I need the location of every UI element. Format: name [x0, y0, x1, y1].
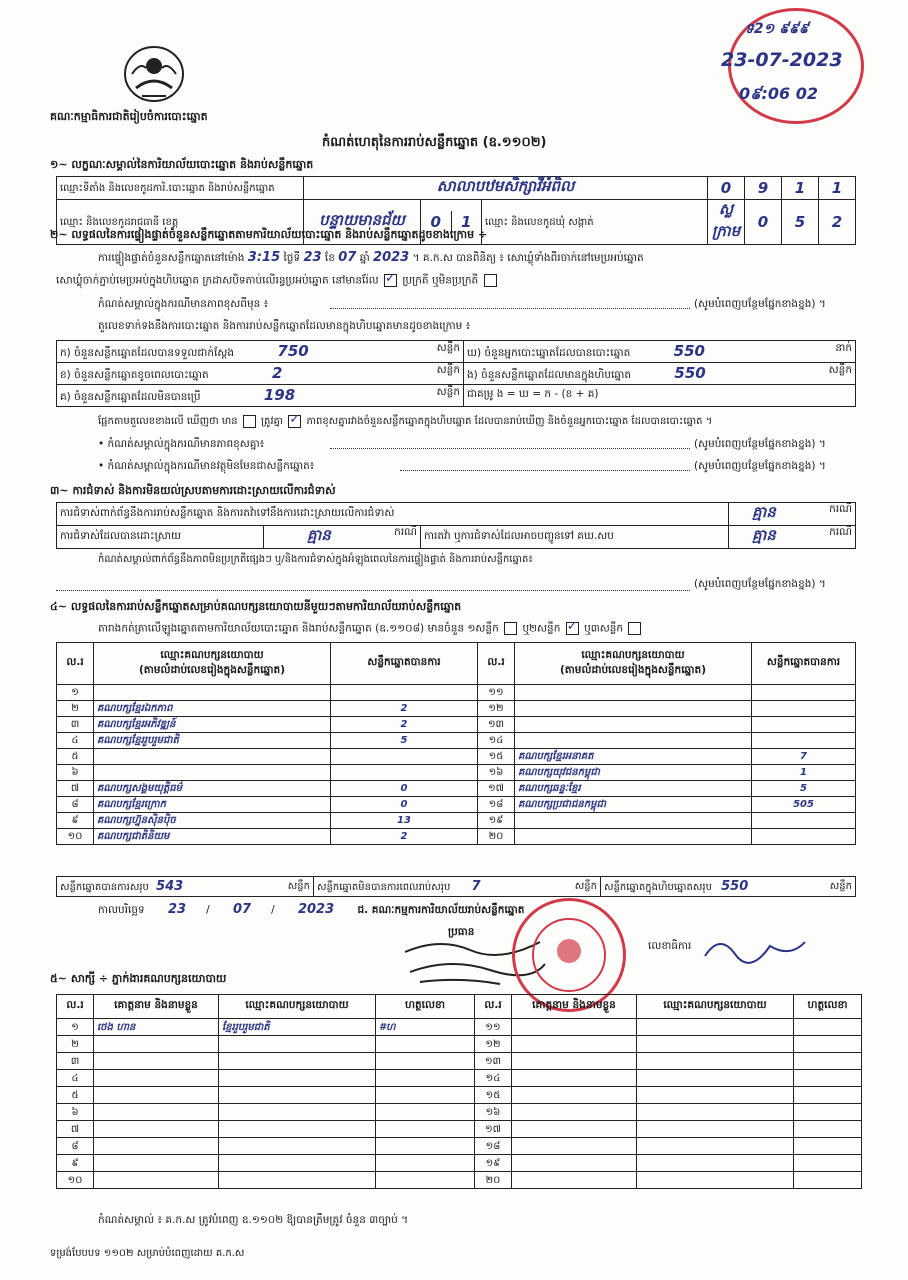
- date-year: 2023: [297, 902, 335, 917]
- bullet1: • កំណត់សម្គាល់ក្នុងករណីមានភាពខុសគ្នា៖: [98, 438, 265, 450]
- location-code-3: 1: [782, 177, 819, 200]
- result-party: [515, 733, 752, 749]
- witness-sign: [376, 1070, 475, 1087]
- bullet2: • កំណត់សម្គាល់ក្នុងករណីមានវត្ថុមិនមែនជាសន្លឹកឆ្នោត៖: [98, 460, 315, 472]
- col-no-right: ល.រ: [478, 643, 515, 685]
- result-no: ១៣: [478, 717, 515, 733]
- witness-sign: [376, 1155, 475, 1172]
- location-label: ឈ្មោះទីតាំង និងលេខកូដការិ.បោះឆ្នោត និងរាប់សន្លឹកឆ្នោត: [57, 177, 304, 200]
- result-votes: [331, 749, 478, 765]
- col-party-left-title: ឈ្មោះគណបក្សនយោបាយ: [160, 648, 264, 661]
- complaints-value: គ្មាន: [752, 503, 776, 521]
- total-box-value: 550: [721, 878, 749, 894]
- witness-party: [219, 1155, 376, 1172]
- witness-no: ១៨: [475, 1138, 512, 1155]
- result-no: ១: [57, 685, 94, 701]
- witness-party: [637, 1019, 794, 1036]
- day-label: ថ្ងៃទី: [283, 252, 301, 264]
- unused-value: 198: [263, 385, 296, 404]
- section1-heading: ១~ លក្ខណៈសម្គាល់នៃការិយាល័យបោះឆ្នោត និងរាប់សន្លឹកឆ្នោត: [50, 158, 314, 171]
- w-col-sign-right: ហត្ថលេខា: [794, 995, 862, 1019]
- inbox-label: ង) ចំនួនសន្លឹកឆ្នោតដែលមានក្នុងហិបឆ្នោត: [467, 368, 632, 381]
- spoiled-unit: សន្លឹក: [436, 363, 460, 376]
- section3-hint: (សូមបំពេញបន្ថែមផ្នែកខាងខ្នង) ។: [694, 578, 826, 590]
- col-votes-left: សន្លឹកឆ្នោតបានការ: [331, 643, 478, 685]
- result-votes: 5: [331, 733, 478, 749]
- location-code-2: 9: [745, 177, 782, 200]
- witness-no: ១៤: [475, 1070, 512, 1087]
- table-row: [57, 717, 856, 733]
- table-row: [57, 1121, 862, 1138]
- result-party: [515, 717, 752, 733]
- witness-name: [94, 1172, 219, 1189]
- check-line-text: ផ្អែកតាមតួលេខខាងលើ ឃើញថា មាន: [98, 416, 238, 427]
- result-party: គណបក្សសង្គមយុត្តិធម៌: [94, 781, 331, 797]
- witness-sign: #ហ: [376, 1019, 475, 1036]
- result-no: ៩: [57, 813, 94, 829]
- bullet1-hint: (សូមបំពេញបន្ថែមផ្នែកខាងខ្នង) ។: [694, 438, 826, 450]
- result-no: ៧: [57, 781, 94, 797]
- result-votes: 2: [331, 829, 478, 845]
- result-no: ១៧: [478, 781, 515, 797]
- result-no: ១៦: [478, 765, 515, 781]
- section2-para2: [56, 274, 499, 290]
- figures-intro: តួលេខទាក់ទងនឹងការបោះឆ្នោត និងការរាប់សន្លឹកឆ្នោតដែលមានក្នុងហិបឆ្នោតមានដូចខាងក្រោម ៖: [98, 320, 471, 332]
- result-no: ៥: [57, 749, 94, 765]
- result-party: គណបក្សខ្មែររួបរួមជាតិ: [94, 733, 331, 749]
- witness-name: [512, 1087, 637, 1104]
- witness-name: [94, 1155, 219, 1172]
- witness-sign: [794, 1070, 862, 1087]
- match-checkbox[interactable]: [243, 415, 256, 428]
- witness-party: [637, 1172, 794, 1189]
- witness-party: [219, 1036, 376, 1053]
- witness-sign: [794, 1053, 862, 1070]
- result-no: ១៤: [478, 733, 515, 749]
- resolved-label: ការជំទាស់ដែលបានដោះស្រាយ: [57, 526, 264, 549]
- result-no: ១៥: [478, 749, 515, 765]
- location-value: សាលាបឋមសិក្សាវីអំពិល: [304, 177, 708, 200]
- witness-party: [219, 1172, 376, 1189]
- section2-para: [98, 250, 858, 267]
- result-votes: [752, 829, 856, 845]
- result-party: គណបក្សឆន្ទៈខ្មែរ: [515, 781, 752, 797]
- w-col-no-right: ល.រ: [475, 995, 512, 1019]
- results-table: [56, 642, 856, 845]
- result-no: ១១: [478, 685, 515, 701]
- mismatch-label: ភាពខុសគ្នារវាងចំនួនសន្លឹកឆ្នោតក្នុងហិបឆ្នោត ដែលបានរាប់ឃើញ និងចំនួនអ្នកបោះឆ្នោត ដែលបានបោះឆ្នោត ។: [306, 416, 713, 427]
- result-votes: 13: [331, 813, 478, 829]
- total-valid-label: សន្លឹកឆ្នោតបានការសរុប: [60, 881, 149, 893]
- sheet2-label: ឬ២សន្លឹក: [522, 622, 561, 635]
- mismatch-checkbox[interactable]: [288, 415, 301, 428]
- w-col-party-left: ឈ្មោះគណបក្សនយោបាយ: [219, 995, 376, 1019]
- witness-party: [637, 1104, 794, 1121]
- table-row: [57, 1138, 862, 1155]
- witness-sign: [376, 1087, 475, 1104]
- unused-label: គ) ចំនួនសន្លឹកឆ្នោតដែលមិនបានប្រើ: [60, 390, 201, 403]
- table-row: [57, 829, 856, 845]
- date-line: កាលបរិច្ឆេទ 23 / 07 / 2023 ជ. គណៈកម្មការការិយាល័យរាប់សន្លឹកឆ្នោត: [98, 902, 525, 917]
- result-party: គណបក្សខ្មែរឯកភាព: [94, 701, 331, 717]
- result-votes: 7: [752, 749, 856, 765]
- received-stamp: [721, 8, 864, 124]
- table-row: [57, 781, 856, 797]
- para2-text: សោឃ្លុំចាក់ភ្ជាប់មេប្រអប់ក្នុងហិបឆ្នោត ក្រដាសបិទភាប់លើរន្ធប្រអប់ឆ្នោត នៅមានរ៉ែល: [56, 274, 379, 287]
- commune-code-1: 0: [745, 200, 782, 245]
- w-col-name-left: គោត្តនាម និងនាមខ្លួន: [94, 995, 219, 1019]
- col-party-right-title: ឈ្មោះគណបក្សនយោបាយ: [581, 648, 685, 661]
- witness-sign: [794, 1019, 862, 1036]
- location-code-1: 0: [708, 177, 745, 200]
- witness-name: [512, 1121, 637, 1138]
- result-no: ២០: [478, 829, 515, 845]
- col-party-left: [94, 643, 331, 685]
- table-row: [57, 733, 856, 749]
- witness-no: ១៦: [475, 1104, 512, 1121]
- result-party: គណបក្សប្រជាជនកម្ពុជា: [515, 797, 752, 813]
- received-value: 750: [277, 341, 309, 360]
- witness-name: [94, 1036, 219, 1053]
- year-label: ឆ្នាំ: [359, 252, 370, 264]
- result-votes: 0: [331, 781, 478, 797]
- count-month: 07: [338, 250, 357, 265]
- table-row: [57, 1070, 862, 1087]
- witness-table: [56, 994, 862, 1189]
- forwarded-value: គ្មាន: [752, 526, 776, 544]
- para-prefix: ការផ្ទៀងផ្ទាត់ចំនួនសន្លឹកឆ្នោតនៅម៉ោង: [98, 252, 245, 264]
- result-votes: 5: [752, 781, 856, 797]
- diff-note-hint: (សូមបំពេញបន្ថែមផ្នែកខាងខ្នង) ។: [694, 298, 826, 310]
- w-col-no-left: ល.រ: [57, 995, 94, 1019]
- result-votes: [752, 717, 856, 733]
- sheet3-label: ឬ៣សន្លឹក: [584, 622, 624, 635]
- witness-no: ២០: [475, 1172, 512, 1189]
- witness-no: ១២: [475, 1036, 512, 1053]
- section3-table: [56, 502, 856, 549]
- witness-party: [219, 1121, 376, 1138]
- total-valid-unit: សន្លឹក: [287, 880, 310, 892]
- resolved-value: គ្មាន: [307, 526, 331, 544]
- witness-no: ១០: [57, 1172, 94, 1189]
- witness-sign: [794, 1087, 862, 1104]
- voters-label: ឃ) ចំនួនអ្នកបោះឆ្នោតដែលបានបោះឆ្នោត: [467, 346, 631, 359]
- witness-no: ១៣: [475, 1053, 512, 1070]
- witness-party: [637, 1138, 794, 1155]
- month-label: ខែ: [324, 252, 335, 264]
- witness-sign: [376, 1104, 475, 1121]
- table-row: [57, 1053, 862, 1070]
- form-title: កំណត់ហេតុនៃការរាប់សន្លឹកឆ្នោត (ឧ.១១០២): [322, 135, 547, 150]
- result-votes: [752, 733, 856, 749]
- bullet2-hint: (សូមបំពេញបន្ថែមផ្នែកខាងខ្នង) ។: [694, 460, 826, 472]
- result-party: គណបក្សយុវជនកម្ពុជា: [515, 765, 752, 781]
- result-votes: [752, 701, 856, 717]
- result-votes: 0: [331, 797, 478, 813]
- witness-sign: [794, 1172, 862, 1189]
- province-code-2: 1: [461, 213, 472, 231]
- witness-no: ៧: [57, 1121, 94, 1138]
- forwarded-label: ការតវ៉ា ឬការជំទាស់ដែលអាចបញ្ជូនទៅ គឃ.សប: [421, 526, 729, 549]
- witness-sign: [376, 1121, 475, 1138]
- witness-no: ៥: [57, 1087, 94, 1104]
- witness-party: [637, 1053, 794, 1070]
- witness-party: ខ្មែររួបរួមជាតិ: [219, 1019, 376, 1036]
- result-party: គណបក្សហ្វ៊ុនស៊ិនប៉ិច: [94, 813, 331, 829]
- result-no: ២: [57, 701, 94, 717]
- bullet2-line: [400, 470, 690, 471]
- table-row: [57, 1019, 862, 1036]
- count-day: 23: [303, 250, 322, 265]
- result-no: ១០: [57, 829, 94, 845]
- witness-name: [512, 1104, 637, 1121]
- abnormal-label: ឬមិនប្រក្រតី: [431, 274, 479, 287]
- witness-sign: [376, 1053, 475, 1070]
- section5-note: កំណត់សម្គាល់ ៖ គ.ក.ស ត្រូវបំពេញ ឧ.១១០២ ឱ្យបានត្រឹមត្រូវ ចំនួន ៣ច្បាប់ ។: [98, 1214, 409, 1226]
- witness-no: ១: [57, 1019, 94, 1036]
- resolved-unit: ករណី: [394, 526, 417, 538]
- complaints-label: ការជំទាស់ពាក់ព័ន្ធនឹងការរាប់សន្លឹកឆ្នោត និងការតវ៉ាទៅនឹងការដោះស្រាយលើការជំទាស់: [57, 503, 729, 526]
- result-votes: [331, 685, 478, 701]
- witness-party: [219, 1138, 376, 1155]
- result-party: គណបក្សជាតិនិយម: [94, 829, 331, 845]
- witness-no: ៩: [57, 1155, 94, 1172]
- table-row: [57, 749, 856, 765]
- spoiled-value: 2: [272, 363, 283, 382]
- witness-no: ២: [57, 1036, 94, 1053]
- result-no: ៤: [57, 733, 94, 749]
- col-party-left-sub: (តាមលំដាប់លេខរៀងក្នុងសន្លឹកឆ្នោត): [138, 663, 286, 676]
- witness-name: [94, 1121, 219, 1138]
- witness-name: [512, 1053, 637, 1070]
- count-year: 2023: [373, 250, 410, 265]
- check-line: [98, 414, 712, 429]
- w-col-party-right: ឈ្មោះគណបក្សនយោបាយ: [637, 995, 794, 1019]
- witness-name: ថេង ហាន: [94, 1019, 219, 1036]
- witness-party: [219, 1104, 376, 1121]
- province-code-1: 0: [421, 211, 451, 233]
- result-party: គណបក្សខ្មែរក្រោក: [94, 797, 331, 813]
- result-no: ៨: [57, 797, 94, 813]
- witness-sign: [794, 1036, 862, 1053]
- secretary-signature: [700, 928, 810, 971]
- witness-party: [219, 1070, 376, 1087]
- witness-party: [637, 1121, 794, 1138]
- section5-heading: ៥~ សាក្សី ÷ ភ្នាក់ងារគណបក្សនយោបាយ: [50, 972, 227, 985]
- province-label: ឈ្មោះ និងលេខកូដរាជធានី ខេត្ត: [57, 200, 304, 245]
- witness-party: [637, 1070, 794, 1087]
- total-box-unit: សន្លឹក: [829, 880, 852, 892]
- witness-name: [512, 1070, 637, 1087]
- result-party: [94, 765, 331, 781]
- table-row: [57, 1155, 862, 1172]
- witness-sign: [376, 1036, 475, 1053]
- witness-sign: [376, 1172, 475, 1189]
- result-no: ១២: [478, 701, 515, 717]
- committee-label: ជ. គណៈកម្មការការិយាល័យរាប់សន្លឹកឆ្នោត: [357, 904, 525, 916]
- witness-name: [94, 1104, 219, 1121]
- table-row: [57, 1087, 862, 1104]
- witness-name: [512, 1036, 637, 1053]
- received-unit: សន្លឹក: [436, 341, 460, 354]
- witness-party: [637, 1087, 794, 1104]
- date-month: 07: [232, 902, 252, 917]
- footer-text: ទម្រង់បែបបទ ១១០២ សម្រាប់បំពេញដោយ គ.ក.ស: [50, 1248, 245, 1259]
- witness-name: [94, 1138, 219, 1155]
- normal-checkbox[interactable]: [384, 274, 397, 287]
- stamp-code: ទ2១ ៩៩៩: [745, 21, 809, 37]
- witness-party: [637, 1036, 794, 1053]
- result-votes: 2: [331, 701, 478, 717]
- witness-name: [512, 1019, 637, 1036]
- witness-no: ១៩: [475, 1155, 512, 1172]
- table-row: [57, 1104, 862, 1121]
- witness-party: [219, 1087, 376, 1104]
- witness-name: [512, 1172, 637, 1189]
- table-row: [57, 1036, 862, 1053]
- inbox-unit: សន្លឹក: [828, 363, 852, 376]
- section2-heading: ២~ លទ្ធផលនៃការផ្ទៀងផ្ទាត់ចំនួនសន្លឹកឆ្នោតតាមការិយាល័យបោះឆ្នោត និងរាប់សន្លឹកឆ្នោតដូចខាងក្រោម ÷: [50, 228, 488, 241]
- witness-party: [637, 1155, 794, 1172]
- total-box-label: សន្លឹកឆ្នោតក្នុងហិបឆ្នោតសរុប: [604, 881, 712, 893]
- received-label: ក) ចំនួនសន្លឹកឆ្នោតដែលបានទទួលជាក់ស្តែង: [60, 346, 235, 359]
- result-no: ១៨: [478, 797, 515, 813]
- col-party-right: [515, 643, 752, 685]
- result-votes: 2: [331, 717, 478, 733]
- table-row: [57, 765, 856, 781]
- section3-heading: ៣~ ការជំទាស់ និងការមិនយល់ស្របតាមការដោះស្រាយលើការជំទាស់: [50, 484, 336, 497]
- col-votes-right: សន្លឹកឆ្នោតបានការ: [752, 643, 856, 685]
- commune-value: ស្លក្រាម: [708, 200, 745, 245]
- province-value: បន្ទាយមានជ័យ: [304, 200, 421, 245]
- w-col-name-right: គោត្តនាម និងនាមខ្លួន: [512, 995, 637, 1019]
- result-votes: 1: [752, 765, 856, 781]
- inbox-value: 550: [674, 363, 706, 382]
- total-invalid-label: សន្លឹកឆ្នោតមិនបានការពេលរាប់សរុប: [317, 881, 451, 893]
- diff-note-label: កំណត់សម្គាល់ក្នុងករណីមានភាពខុសពីមុន ៖: [98, 298, 269, 310]
- para-rest: ។ គ.ក.ស បានពិនិត្យ ៖ សោឃ្លុំទាំងពីរចាក់នៅមេប្រអប់ឆ្នោត: [412, 252, 644, 264]
- witness-no: ៤: [57, 1070, 94, 1087]
- stamp-date: 23-07-2023: [721, 49, 843, 71]
- table-row: [57, 797, 856, 813]
- voters-value: 550: [673, 341, 705, 360]
- committee-name: គណៈកម្មាធិការជាតិរៀបចំការបោះឆ្នោត: [50, 110, 208, 123]
- witness-name: [512, 1138, 637, 1155]
- witness-no: ១១: [475, 1019, 512, 1036]
- stamp-time: 0៩:06 02: [739, 84, 818, 103]
- witness-name: [512, 1155, 637, 1172]
- result-no: ៣: [57, 717, 94, 733]
- witness-party: [219, 1053, 376, 1070]
- witness-name: [94, 1053, 219, 1070]
- commune-label: ឈ្មោះ និងលេខកូដឃុំ សង្កាត់: [482, 200, 708, 245]
- diff-note-line: [330, 308, 690, 309]
- table-row: [57, 685, 856, 701]
- witness-sign: [376, 1138, 475, 1155]
- result-votes: 505: [752, 797, 856, 813]
- unused-unit: សន្លឹក: [436, 385, 460, 398]
- w-col-sign-left: ហត្ថលេខា: [376, 995, 475, 1019]
- sheet3-checkbox[interactable]: [628, 622, 641, 635]
- result-party: [515, 829, 752, 845]
- witness-sign: [794, 1104, 862, 1121]
- section3-note: កំណត់សម្គាល់ពាក់ព័ន្ធនឹងភាពមិនប្រក្រតីផ្សេងៗ ឬ/និងការជំទាស់ក្នុងអំឡុងពេលនៃការផ្ទៀងផ្ទាត់ និងការរាប់សន្លឹកឆ្នោត៖: [98, 554, 533, 565]
- sheet1-checkbox[interactable]: [504, 622, 517, 635]
- complaints-unit: ករណី: [829, 503, 852, 515]
- witness-sign: [794, 1155, 862, 1172]
- col-party-right-sub: (តាមលំដាប់លេខរៀងក្នុងសន្លឹកឆ្នោត): [559, 663, 707, 676]
- witness-name: [94, 1087, 219, 1104]
- abnormal-checkbox[interactable]: [484, 274, 497, 287]
- result-party: [515, 701, 752, 717]
- result-party: [94, 685, 331, 701]
- table-row: [57, 1172, 862, 1189]
- result-party: [515, 685, 752, 701]
- commune-code-3: 2: [819, 200, 856, 245]
- witness-sign: [794, 1138, 862, 1155]
- bullet1-line: [330, 448, 690, 449]
- intro-text: តារាងកត់ត្រាលើឡូងឆ្នោតតាមការិយាល័យបោះឆ្នោត និងរាប់សន្លឹកឆ្នោត (ឧ.១១០៨) មានចំនួន ១សន្លឹក: [98, 622, 499, 635]
- formula: ជាគម្រូ ង = ឃ = ក - (ខ + គ): [464, 385, 856, 407]
- total-valid-value: 543: [156, 878, 184, 894]
- section3-line: [56, 590, 690, 591]
- date-label: កាលបរិច្ឆេទ: [98, 904, 145, 916]
- total-invalid-unit: សន្លឹក: [574, 880, 597, 892]
- result-votes: [752, 813, 856, 829]
- result-party: គណបក្សខ្មែរអភិវឌ្ឍន៍: [94, 717, 331, 733]
- witness-name: [94, 1070, 219, 1087]
- witness-no: ៦: [57, 1104, 94, 1121]
- witness-no: ១៥: [475, 1087, 512, 1104]
- emblem-icon: [122, 44, 186, 104]
- result-party: គណបក្សខ្មែរអនាគត: [515, 749, 752, 765]
- table-row: [57, 701, 856, 717]
- witness-sign: [794, 1121, 862, 1138]
- result-votes: [752, 685, 856, 701]
- totals-table: [56, 876, 856, 897]
- section4-heading: ៤~ លទ្ធផលនៃការរាប់សន្លឹកឆ្នោតសម្រាប់គណបក្សនយោបាយនីមួយៗតាមការិយាល័យរាប់សន្លឹកឆ្នោត: [50, 600, 462, 613]
- normal-label: ប្រក្រតី: [402, 274, 429, 287]
- result-party: [94, 749, 331, 765]
- spoiled-label: ខ) ចំនួនសន្លឹកឆ្នោតខូចពេលបោះឆ្នោត: [60, 368, 209, 381]
- commune-code-2: 5: [782, 200, 819, 245]
- witness-no: ១៧: [475, 1121, 512, 1138]
- witness-no: ៣: [57, 1053, 94, 1070]
- chair-label: ប្រធាន: [448, 926, 475, 938]
- forwarded-unit: ករណី: [829, 526, 852, 538]
- date-day: 23: [168, 902, 187, 917]
- col-no-left: ល.រ: [57, 643, 94, 685]
- sheet2-checkbox[interactable]: [566, 622, 579, 635]
- secretary-label: លេខាធិការ: [648, 940, 692, 952]
- total-invalid-value: 7: [471, 878, 481, 894]
- result-no: ១៩: [478, 813, 515, 829]
- count-time: 3:15: [247, 250, 281, 265]
- result-votes: [331, 765, 478, 781]
- result-no: ៦: [57, 765, 94, 781]
- witness-no: ៨: [57, 1138, 94, 1155]
- location-code-4: 1: [819, 177, 856, 200]
- result-party: [515, 813, 752, 829]
- voters-unit: នាក់: [835, 341, 852, 354]
- figures-table: [56, 340, 856, 407]
- section4-intro: [98, 622, 643, 638]
- match-label: ត្រូវគ្នា: [261, 416, 284, 427]
- table-row: [57, 813, 856, 829]
